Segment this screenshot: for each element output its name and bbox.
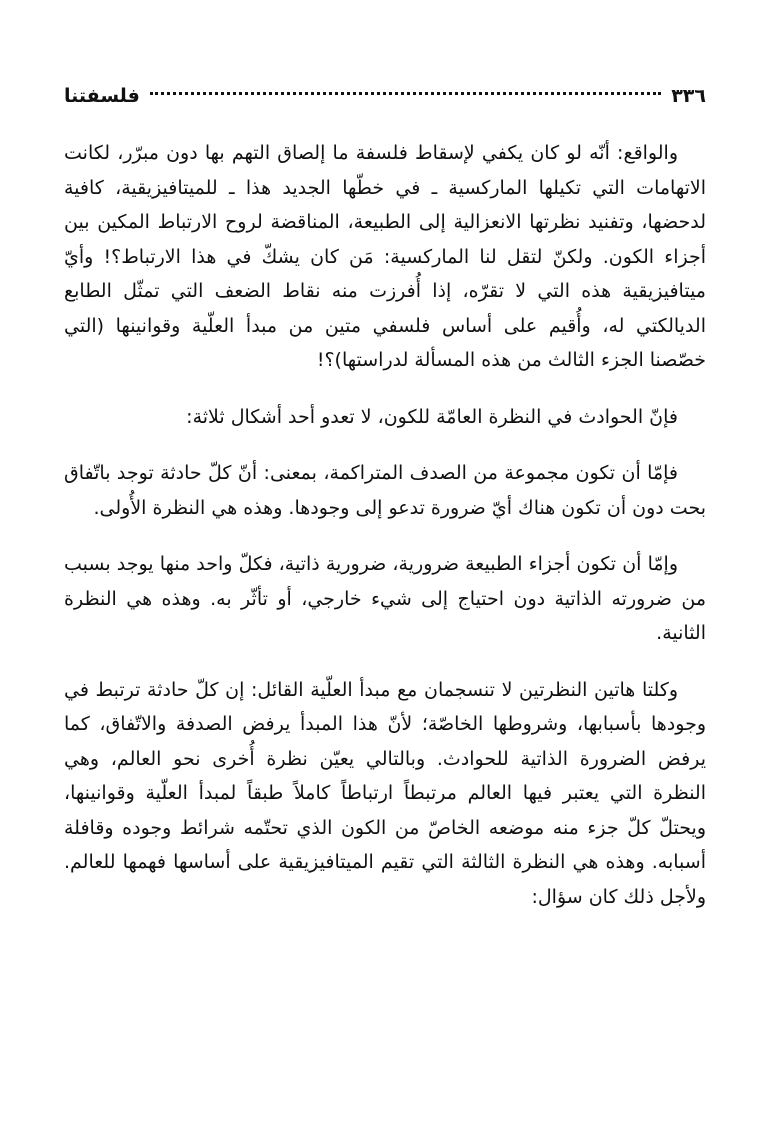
book-title: فلسفتنا bbox=[64, 85, 140, 107]
paragraph-second-view: وإمّا أن تكون أجزاء الطبيعة ضرورية، ضرورية ذاتية، فكلّ واحد منها يوجد بسبب من ضرورته الذاتية دون احتياج إلى شيء خارجي، أو تأثّر به. وهذه هي النظرة الثانية. bbox=[64, 553, 706, 644]
header-leader-dots bbox=[150, 92, 661, 95]
body-text bbox=[64, 136, 706, 914]
paragraph-reality: والواقع: أنّه لو كان يكفي لإسقاط فلسفة ما إلصاق التهم بها دون مبرّر، لكانت الاتهامات التي تكيلها الماركسية ـ في خطّها الجديد هذا ـ للميتافيزيقية، كافية لدحضها، وتفنيد نظرتها الانعزالية إلى الطبيعة، المناقضة لروح الارتباط المكين بين أجزاء الكون. ولكنّ لتقل لنا الماركسية: مَن كان يشكّ في هذا الارتباط؟! وأيّ ميتافيزيقية هذه التي لا تقرّه، إذا أُفرزت منه نقاط الضعف التي تمثّل الطابع الديالكتي له، وأُقيم على أساس فلسفي متين من مبدأ العلّية وقوانينها (التي خصّصنا الجزء الثالث من هذه المسألة لدراستها)؟! bbox=[64, 142, 706, 371]
book-page bbox=[64, 80, 706, 1100]
paragraph-first-view: فإمّا أن تكون مجموعة من الصدف المتراكمة، بمعنى: أنّ كلّ حادثة توجد باتّفاق بحت دون أن تكون هناك أيّ ضرورة تدعو إلى وجودها. وهذه هي النظرة الأُولى. bbox=[64, 462, 706, 519]
paragraph-three-forms: فإنّ الحوادث في النظرة العامّة للكون، لا تعدو أحد أشكال ثلاثة: bbox=[186, 405, 678, 428]
paragraph-third-view: وكلتا هاتين النظرتين لا تنسجمان مع مبدأ العلّية القائل: إن كلّ حادثة ترتبط في وجودها بأسبابها، وشروطها الخاصّة؛ لأنّ هذا المبدأ يرفض الصدفة والاتّفاق، كما يرفض الضرورة الذاتية للحوادث. وبالتالي يعيّن نظرة أُخرى نحو العالم، وهي النظرة التي يعتبر فيها العالم مرتبطاً ارتباطاً كاملاً طبقاً لمبدأ العلّية وقوانينها، ويحتلّ كلّ جزء منه موضعه الخاصّ من الكون الذي تحتّمه شرائط وجوده وقافلة أسبابه. وهذه هي النظرة الثالثة التي تقيم الميتافيزيقية على أساسها فهمها للعالم. ولأجل ذلك كان سؤال: bbox=[64, 678, 706, 908]
running-header bbox=[64, 80, 706, 112]
page-number: ٣٣٦ bbox=[671, 85, 706, 107]
